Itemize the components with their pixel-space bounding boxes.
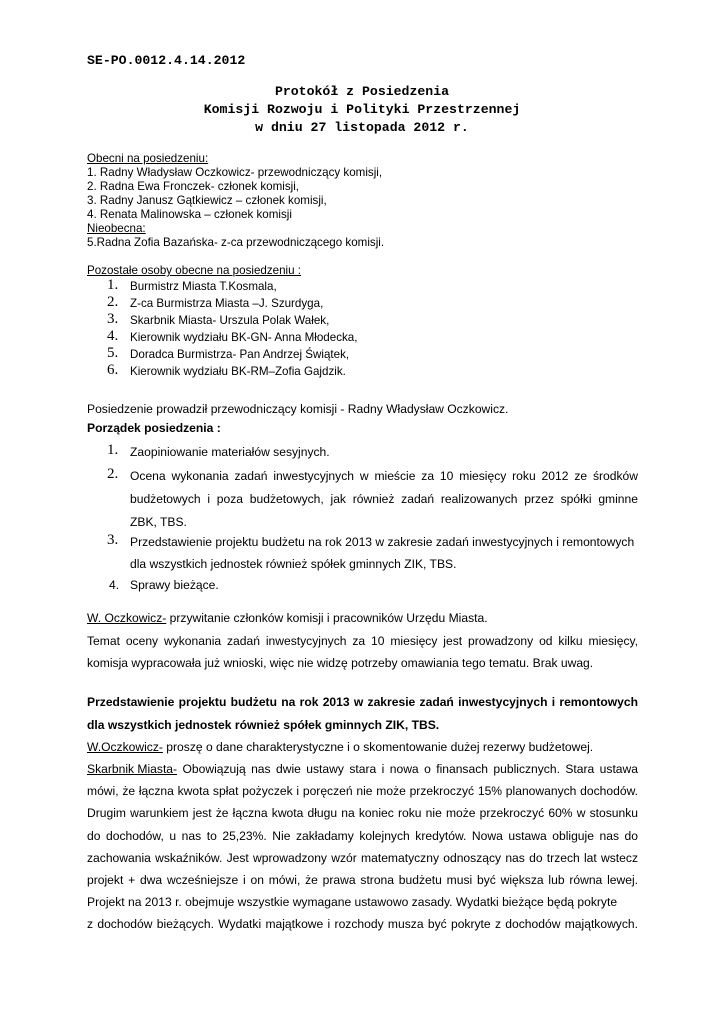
- question-speaker: W.Oczkowicz-: [87, 740, 163, 754]
- welcome-speaker: W. Oczkowicz-: [87, 611, 167, 625]
- chair-line: Posiedzenie prowadził przewodniczący komisji - Radny Władysław Oczkowicz.: [87, 402, 509, 416]
- question-line: [87, 740, 593, 754]
- agenda-item-text: dla wszystkich jednostek również spółek gminnych ZIK, TBS.: [130, 557, 457, 571]
- topic-line: Temat oceny wykonania zadań inwestycyjnych za 10 miesięcy jest prowadzony od kilku miesięcy,: [87, 634, 638, 648]
- answer-line: Drugim warunkiem jest że łączna kwota długu na koniec roku nie może przekroczyć 60% w stosunku: [87, 806, 638, 820]
- title-line-1: Protokół z Posiedzenia: [274, 84, 450, 99]
- title-line-2: Komisji Rozwoju i Polityki Przestrzennej: [203, 102, 521, 117]
- others-item-number: 4.: [107, 328, 119, 344]
- answer-line: Projekt na 2013 r. obejmuje wszystkie wymagane ustawowo zasady. Wydatki bieżące będą pokryte: [87, 895, 618, 909]
- present-member: 2. Radna Ewa Fronczek- członek komisji,: [87, 180, 299, 193]
- agenda-item-text: ZBK, TBS.: [130, 515, 187, 529]
- agenda-heading: Porządek posiedzenia :: [87, 421, 221, 435]
- others-item-text: Z-ca Burmistrza Miasta –J. Szurdyga,: [130, 297, 324, 310]
- answer-line: z dochodów bieżących. Wydatki majątkowe i rozchody musza być pokryte z dochodów majątkowych.: [87, 917, 638, 931]
- others-item-text: Skarbnik Miasta- Urszula Polak Wałek,: [130, 314, 330, 327]
- answer-first-line: [87, 762, 638, 776]
- absent-member: 5.Radna Zofia Bazańska- z-ca przewodniczącego komisji.: [87, 236, 385, 249]
- answer-line: mówi, że łączna kwota spłat pożyczek i poręczeń nie może przekroczyć 15% planowanych dochodów.: [87, 784, 638, 798]
- others-item-number: 5.: [107, 345, 119, 361]
- agenda-item-text: Ocena wykonania zadań inwestycyjnych w mieście za 10 miesięcy roku 2012 ze środków: [130, 469, 638, 483]
- section-heading: dla wszystkich jednostek również spółek gminnych ZIK, TBS.: [87, 718, 440, 732]
- others-item-number: 1.: [107, 277, 119, 293]
- others-item-number: 6.: [107, 362, 119, 378]
- present-member: 1. Radny Władysław Oczkowicz- przewodniczący komisji,: [87, 166, 383, 179]
- agenda-item-text: Sprawy bieżące.: [130, 578, 219, 592]
- document-id: SE-PO.0012.4.14.2012: [87, 53, 246, 68]
- present-member: 4. Renata Malinowska – członek komisji: [87, 208, 292, 221]
- others-item-number: 3.: [107, 311, 119, 327]
- present-member: 3. Radny Janusz Gątkiewicz – członek komisji,: [87, 194, 327, 207]
- absent-heading: Nieobecna:: [87, 222, 146, 235]
- agenda-item-text: Zaopiniowanie materiałów sesyjnych.: [130, 445, 330, 459]
- agenda-item-number: 4.: [109, 578, 120, 592]
- welcome-line: [87, 611, 488, 625]
- others-item-text: Burmistrz Miasta T.Kosmala,: [130, 280, 277, 293]
- topic-line: komisja wypracowała już wnioski, więc nie widzę potrzeby omawiania tego tematu. Brak uwag.: [87, 656, 594, 670]
- section-heading: Przedstawienie projektu budżetu na rok 2013 w zakresie zadań inwestycyjnych i remontowych: [87, 695, 638, 709]
- agenda-item-text: Przedstawienie projektu budżetu na rok 2013 w zakresie zadań inwestycyjnych i remontowych: [130, 535, 635, 549]
- agenda-item-number: 2.: [107, 466, 119, 482]
- others-item-number: 2.: [107, 294, 119, 310]
- agenda-item-text: budżetowych i poza budżetowych, jak również zadań realizowanych przez spółki gminne: [130, 492, 638, 506]
- present-heading: Obecni na posiedzeniu:: [87, 152, 209, 165]
- others-item-text: Kierownik wydziału BK-GN- Anna Młodecka,: [130, 331, 358, 344]
- others-item-text: Kierownik wydziału BK-RM–Zofia Gajdzik.: [130, 365, 346, 378]
- others-item-text: Doradca Burmistrza- Pan Andrzej Świątek,: [130, 348, 350, 361]
- others-heading: Pozostałe osoby obecne na posiedzeniu :: [87, 264, 301, 277]
- agenda-item-number: 3.: [107, 532, 119, 548]
- answer-line: projekt + dwa wcześniejsze i on mówi, że prawa strona budżetu musi być większa lub równa lewej.: [87, 873, 638, 887]
- answer-text: Obowiązują nas dwie ustawy stara i nowa o finansach publicznych. Stara ustawa: [177, 762, 638, 776]
- answer-speaker: Skarbnik Miasta-: [87, 762, 178, 776]
- welcome-text: przywitanie członków komisji i pracowników Urzędu Miasta.: [166, 611, 488, 625]
- answer-line: zachowania wskaźników. Jest wprowadzony wzór matematyczny odnoszący nas do trzech lat wstecz: [87, 851, 638, 865]
- question-text: proszę o dane charakterystyczne i o skomentowanie dużej rezerwy budżetowej.: [162, 740, 594, 754]
- agenda-item-number: 1.: [107, 442, 119, 458]
- answer-line: do dochodów, u nas to 25,23%. Nie zakładamy kolejnych kredytów. Nowa ustawa obliguje nas do: [87, 829, 638, 843]
- title-line-3: w dniu 27 listopada 2012 r.: [255, 120, 469, 135]
